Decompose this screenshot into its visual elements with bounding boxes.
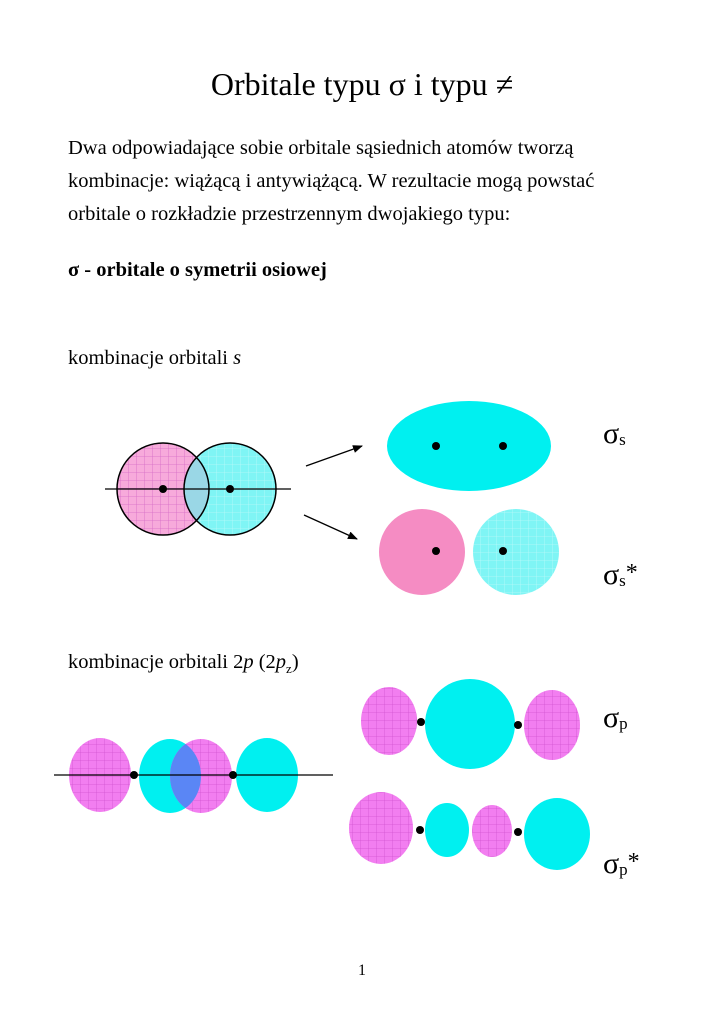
p-label-open: (2 — [253, 651, 276, 673]
sigma-p-antibonding-orbital — [349, 792, 590, 870]
label-sigma-p-star — [603, 847, 640, 881]
intro-line-1: Dwa odpowiadające sobie orbitale sąsiednich atomów tworzą — [68, 137, 574, 159]
p-label-orbital: p — [243, 651, 254, 673]
label-sigma-s-star-asterisk: * — [625, 560, 638, 586]
label-sigma-s — [603, 417, 626, 451]
s-nucleus-a — [159, 485, 167, 493]
label-sigma-p-star-asterisk: * — [627, 849, 640, 875]
label-sigma-s-sub: s — [619, 430, 626, 449]
p-label-prefix: kombinacje orbitali 2 — [68, 651, 244, 673]
sigma-s-star-nucleus-b — [499, 547, 507, 555]
sigma-p-star-nucleus-a — [416, 826, 424, 834]
intro-line-2: kombinacje: wiążącą i antywiążącą. W rezultacie mogą powstać — [68, 170, 595, 192]
s-nucleus-b — [226, 485, 234, 493]
sigma-p-nucleus-b — [514, 721, 522, 729]
p-nucleus-a — [130, 771, 138, 779]
sigma-heading: σ - orbitale o symetrii osiowej — [68, 259, 327, 281]
p-label-sub: z — [286, 661, 292, 677]
s-label-prefix: kombinacje orbitali — [68, 347, 234, 369]
label-sigma-p — [603, 701, 628, 735]
sigma-s-nucleus-a — [432, 442, 440, 450]
sigma-s-star-nucleus-a — [432, 547, 440, 555]
sigma-s-antibonding-orbital — [379, 509, 559, 595]
label-sigma-p-symbol: σ — [603, 701, 620, 734]
arrow-to-bonding — [306, 446, 362, 466]
sigma-p-star-nucleus-b — [514, 828, 522, 836]
page-title: Orbitale typu σ i typu ≠ — [210, 66, 514, 102]
label-sigma-p-sub: p — [619, 714, 628, 733]
label-sigma-s-symbol: σ — [603, 417, 620, 450]
sigma-p-nucleus-a — [417, 718, 425, 726]
sigma-p-star-lobe-2 — [425, 803, 469, 857]
sigma-p-center-lobe — [425, 679, 515, 769]
sigma-s-nucleus-b — [499, 442, 507, 450]
intro-line-3: orbitale o rozkładzie przestrzennym dwojakiego typu: — [68, 203, 511, 225]
sigma-p-star-lobe-4 — [524, 798, 590, 870]
p-nucleus-b — [229, 771, 237, 779]
label-sigma-s-star-symbol: σ — [603, 558, 620, 591]
label-sigma-s-star — [603, 558, 638, 592]
arrow-to-antibonding — [304, 515, 357, 539]
s-orbital-pair — [105, 443, 291, 535]
label-sigma-s-star-sub: s — [619, 571, 626, 590]
label-sigma-p-star-sub: p — [619, 860, 628, 879]
page-number: 1 — [358, 962, 366, 979]
sigma-p-bonding-orbital — [361, 679, 580, 769]
sigma-s-bonding-orbital — [387, 401, 551, 491]
s-label-orbital: s — [233, 347, 242, 369]
p-label-orbital2: p — [275, 651, 287, 673]
sigma-s-star-lobe-a — [379, 509, 465, 595]
label-sigma-p-star-symbol: σ — [603, 847, 620, 880]
p-orbital-pair — [54, 738, 333, 813]
p-label-close: ) — [291, 651, 299, 673]
